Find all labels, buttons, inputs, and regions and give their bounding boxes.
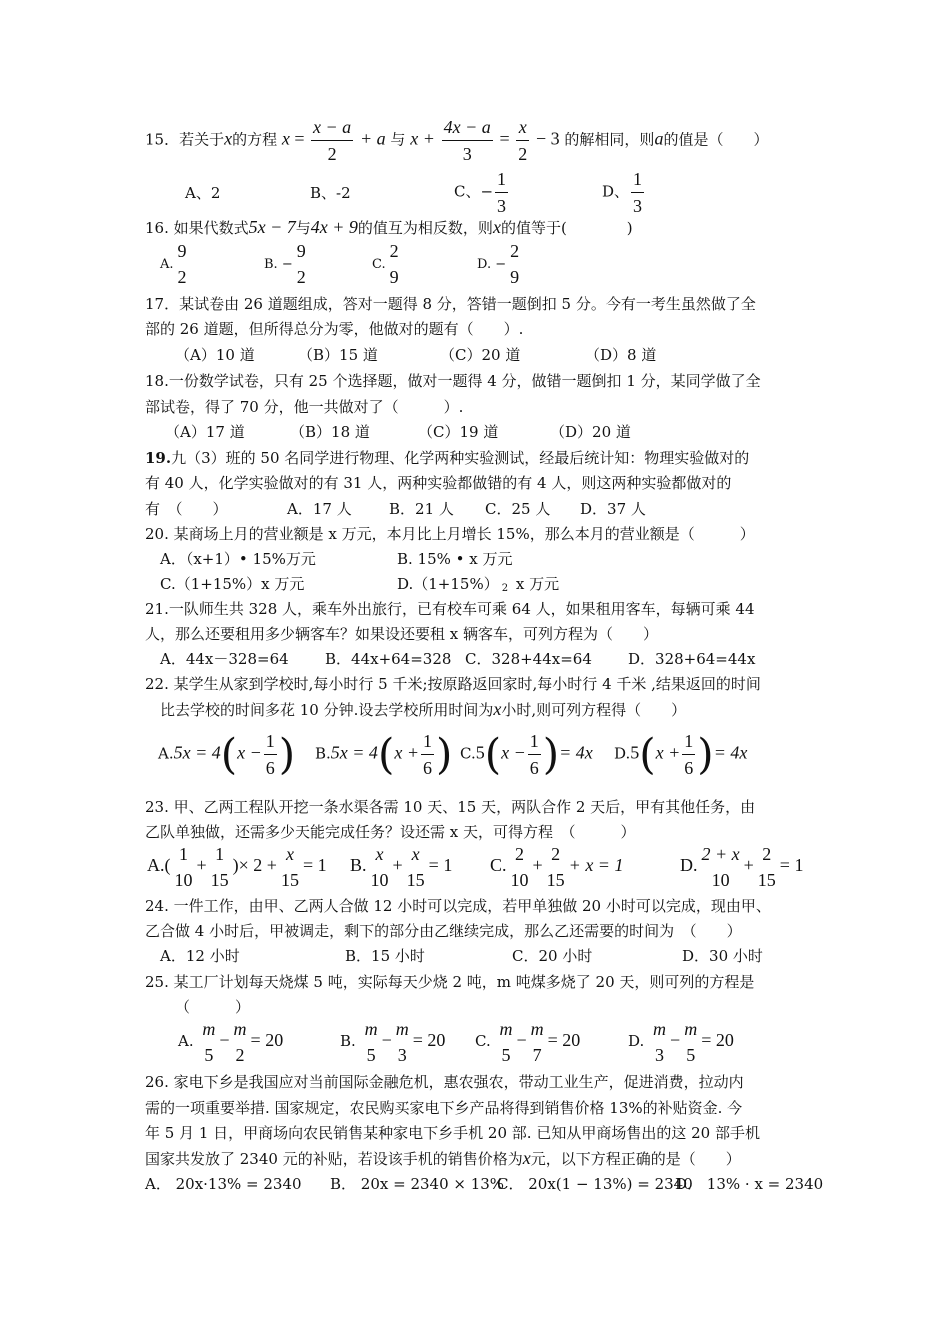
fraction [200, 1016, 217, 1068]
fraction [495, 166, 508, 219]
fraction-denominator: 10 [711, 870, 730, 890]
fraction [421, 728, 434, 781]
option-label: C. [475, 1032, 491, 1050]
math-expr: = 1 [779, 855, 804, 875]
question-22-line-1: 22. 某学生从家到学校时,每小时行 5 千米;按原路返回家时,每小时行 4 千米 ,结果返回的时间 [145, 675, 761, 693]
fraction-numerator: 1 [495, 166, 508, 193]
question-18-line-2: 部试卷，得了 70 分，他一共做对了（ ）. [145, 398, 464, 416]
option-label: B. [340, 1032, 356, 1050]
option-label: C. [460, 744, 476, 763]
fraction [508, 238, 521, 290]
fraction-numerator: m [499, 1019, 513, 1039]
q25-option-b [340, 1016, 445, 1068]
fraction-denominator: 6 [422, 758, 432, 778]
fraction [264, 728, 277, 781]
fraction-numerator: 1 [528, 728, 541, 755]
fraction [498, 1016, 515, 1068]
fraction [682, 728, 695, 781]
q21-option-a: A．44x－328=64 [160, 650, 289, 668]
option-label: A.( [147, 855, 171, 875]
fraction-numerator: x [411, 844, 420, 864]
q21-option-d: D．328+64=44x [628, 650, 756, 668]
fraction-numerator: m [395, 1019, 409, 1039]
question-25-line-2: （ ） [175, 998, 251, 1016]
option-label: B. − [264, 257, 293, 272]
fraction-denominator: 10 [174, 870, 193, 890]
question-text: 元，以下方程正确的是（ ） [530, 1150, 741, 1168]
question-text: 国家共发放了 2340 元的补贴，若设该手机的销售价格为 [145, 1150, 523, 1168]
math-op: + [743, 855, 754, 875]
option-text: x 万元 [511, 575, 560, 593]
math-expr: 5x = 4 [330, 742, 378, 763]
question-20: 20. 某商场上月的营业额是 x 万元，本月比上月增长 15%，那么本月的营业额是（ ） [145, 525, 755, 543]
fraction-numerator: 2 [551, 844, 561, 864]
fraction [509, 841, 531, 893]
fraction-numerator: m [202, 1019, 216, 1039]
option-label: D. [628, 1032, 645, 1050]
fraction-denominator: 3 [497, 196, 507, 216]
q17-option-b: （B）15 道 [298, 346, 378, 364]
question-17-line-1: 17．某试卷由 26 道题组成，答对一题得 8 分，答错一题倒扣 5 分。今有一考生虽然做了全 [145, 295, 756, 313]
q22-option-d [614, 728, 747, 781]
math-expr: = 20 [250, 1030, 284, 1050]
math-expr: 5 [630, 742, 640, 763]
fraction-numerator: m [653, 1019, 667, 1039]
math-expr: = 20 [547, 1030, 581, 1050]
q23-option-a [147, 841, 327, 893]
option-label: C. [372, 257, 386, 272]
option-text: D.（1+15%） [397, 575, 499, 593]
question-text: 的值等于( ) [500, 219, 633, 237]
question-19-line-3: 有 （ ） [145, 500, 228, 518]
fraction [173, 841, 195, 893]
fraction-denominator: 15 [406, 870, 425, 890]
fraction [651, 1016, 668, 1068]
q19-option-b: B．21 人 [389, 500, 454, 518]
question-25-line-1: 25. 某工厂计划每天烧煤 5 吨，实际每天少烧 2 吨，m 吨煤多烧了 20 天，则可列的方程是 [145, 973, 755, 991]
math-expr: = 4x [559, 742, 593, 763]
question-text: 小时,则可列方程得（ ） [501, 701, 687, 719]
math-expr: = 1 [302, 855, 327, 875]
option-label: B. [350, 855, 367, 875]
question-26-line-4 [145, 1147, 741, 1170]
fraction-denominator: 9 [510, 267, 520, 287]
option-label: A. [158, 744, 174, 763]
q15-option-b: B、-2 [310, 184, 351, 202]
right-paren: ) [697, 729, 714, 779]
fraction [442, 114, 493, 167]
fraction-numerator: 2 + x [701, 844, 740, 864]
right-paren: ) [278, 729, 296, 779]
q20-option-c: C.（1+15%）x 万元 [160, 575, 305, 593]
question-24-line-1: 24. 一件工作，由甲、乙两人合做 12 小时可以完成，若甲单独做 20 小时可以完成，现由甲、 [145, 897, 771, 915]
question-18-line-1: 18.一份数学试卷，只有 25 个选择题，做对一题得 4 分，做错一题倒扣 1 分，某同学做了全 [145, 372, 761, 390]
math-op: = [289, 128, 310, 149]
math-term: x + [410, 128, 435, 149]
q18-option-d: （D）20 道 [550, 423, 631, 441]
question-19-line-2: 有 40 人，化学实验做对的有 31 人，两种实验都做错的有 4 人，则这两种实验都做对的 [145, 474, 732, 492]
fraction-denominator: 3 [633, 196, 643, 216]
q26-option-b: B． 20x = 2340 × 13% [330, 1175, 505, 1193]
question-text: 16. 如果代数式 [145, 219, 249, 237]
fraction-denominator: 6 [684, 758, 694, 778]
fraction-denominator: 15 [280, 870, 299, 890]
q17-option-a: （A）10 道 [175, 346, 255, 364]
option-label: A. [160, 257, 174, 272]
math-expr: 5x − 7 [248, 217, 296, 237]
fraction-numerator: 1 [179, 844, 188, 864]
math-expr: 4x + 9 [310, 217, 358, 237]
q24-option-d: D．30 小时 [682, 947, 763, 965]
question-text: 的方程 [232, 130, 278, 149]
fraction-denominator: 3 [397, 1045, 407, 1065]
math-op: − [219, 1030, 230, 1050]
left-paren: ( [220, 729, 238, 779]
q23-option-c [490, 841, 623, 893]
q19-option-d: D．37 人 [580, 500, 646, 518]
superscript: 2 [501, 583, 509, 594]
q23-option-d [680, 841, 803, 893]
math-op: + [532, 855, 543, 875]
question-text: 15．若关于 [145, 130, 225, 149]
fraction-denominator: 6 [265, 758, 275, 778]
fraction-numerator: x − a [311, 114, 353, 141]
q16-option-b [264, 238, 310, 290]
q15-option-c [454, 166, 510, 219]
math-expr: 5 [475, 742, 485, 763]
q24-option-a: A．12 小时 [160, 947, 240, 965]
fraction [279, 841, 301, 893]
fraction-denominator: 9 [389, 267, 399, 287]
math-var: x [281, 128, 290, 149]
fraction-denominator: 5 [686, 1045, 696, 1065]
question-text: 的解相同，则 [564, 130, 655, 149]
math-term: − 3 [535, 128, 560, 149]
fraction [176, 238, 189, 290]
left-paren: ( [484, 729, 502, 779]
fraction [631, 166, 644, 219]
q17-option-c: （C）20 道 [440, 346, 521, 364]
right-paren: ) [542, 729, 560, 779]
fraction-numerator: m [684, 1019, 698, 1039]
math-expr: x − [501, 742, 526, 763]
fraction-denominator: 2 [327, 144, 337, 164]
fraction-numerator: m [530, 1019, 544, 1039]
option-label: C. [490, 855, 507, 875]
math-expr: = 1 [428, 855, 453, 875]
left-paren: ( [377, 729, 395, 779]
question-text: 与 [295, 219, 311, 237]
option-label: C、− [454, 182, 494, 201]
question-17-line-2: 部的 26 道题，但所得总分为零，他做对的题有（ ）. [145, 320, 524, 338]
question-26-line-1: 26. 家电下乡是我国应对当前国际金融危机，惠农强农，带动工业生产，促进消费，拉动内 [145, 1073, 744, 1091]
fraction-denominator: 2 [177, 267, 187, 287]
fraction [529, 1016, 546, 1068]
fraction-denominator: 2 [235, 1045, 245, 1065]
fraction-denominator: 10 [370, 870, 389, 890]
fraction-denominator: 7 [532, 1045, 542, 1065]
fraction-numerator: 2 [510, 241, 520, 261]
q18-option-c: （C）19 道 [418, 423, 499, 441]
fraction-numerator: x [516, 114, 529, 141]
fraction [756, 841, 778, 893]
q24-option-c: C．20 小时 [512, 947, 593, 965]
fraction-denominator: 10 [510, 870, 529, 890]
fraction-denominator: 5 [501, 1045, 511, 1065]
q25-option-d [628, 1016, 734, 1068]
fraction-numerator: 2 [389, 241, 399, 261]
fraction-numerator: m [364, 1019, 378, 1039]
question-24-line-2: 乙合做 4 小时后，甲被调走，剩下的部分由乙继续完成，那么乙还需要的时间为 （ ） [145, 922, 742, 940]
q16-option-d [477, 238, 523, 290]
q20-option-a: A．（x+1）• 15%万元 [160, 550, 316, 568]
math-op: = [499, 128, 515, 149]
q22-option-c [460, 728, 593, 781]
q26-option-c: C． 20x(1 − 13%) = 2340 [497, 1175, 693, 1193]
left-paren: ( [639, 729, 656, 779]
q20-option-b: B. 15% • x 万元 [397, 550, 513, 568]
q21-option-c: C．328+44x=64 [465, 650, 592, 668]
fraction [311, 114, 353, 167]
q22-option-b [315, 728, 452, 781]
question-16 [145, 216, 633, 239]
fraction [232, 1016, 249, 1068]
option-label: D. − [477, 257, 507, 272]
option-label: D. [680, 855, 698, 875]
fraction-numerator: 9 [177, 241, 187, 261]
q25-option-c [475, 1016, 580, 1068]
fraction [363, 1016, 380, 1068]
math-expr: = 20 [412, 1030, 446, 1050]
math-expr: x + [655, 742, 681, 763]
math-expr: = 4x [713, 742, 748, 763]
math-op: − [381, 1030, 392, 1050]
math-expr: + x = 1 [568, 855, 624, 875]
q20-option-d [397, 573, 559, 600]
math-expr: )× 2 + [232, 855, 277, 875]
q17-option-d: （D）8 道 [585, 346, 657, 364]
question-text: 的值是（ ） [663, 130, 769, 149]
q26-option-a: A． 20x·13% = 2340 [145, 1175, 302, 1193]
fraction-numerator: m [233, 1019, 247, 1039]
math-var: a [654, 128, 664, 149]
math-expr: 5x = 4 [173, 742, 221, 763]
fraction [209, 841, 231, 893]
question-23-line-2: 乙队单独做，还需多少天能完成任务？设还需 x 天，可得方程 （ ） [145, 823, 636, 841]
question-26-line-3: 年 5 月 1 日，甲商场向农民销售某种家电下乡手机 20 部. 已知从甲商场售出的这 20 部手机 [145, 1124, 760, 1142]
fraction-denominator: 2 [518, 144, 528, 164]
fraction-numerator: 1 [264, 728, 277, 755]
math-var: x [492, 217, 501, 237]
q24-option-b: B．15 小时 [345, 947, 425, 965]
question-text: 九（3）班的 50 名同学进行物理、化学两种实验测试，经最后统计知：物理实验做对的 [171, 449, 750, 467]
fraction [388, 238, 401, 290]
fraction-numerator: 1 [682, 728, 695, 755]
math-expr: x − [237, 742, 262, 763]
q15-option-a: A、2 [185, 184, 221, 202]
fraction-denominator: 3 [462, 144, 472, 164]
question-text: 比去学校的时间多花 10 分钟.设去学校所用时间为 [160, 701, 494, 719]
question-text: 与 [390, 130, 406, 149]
fraction-denominator: 15 [210, 870, 229, 890]
question-23-line-1: 23. 甲、乙两工程队开挖一条水渠各需 10 天、15 天，两队合作 2 天后，甲有其他任务，由 [145, 798, 756, 816]
question-21-line-2: 人，那么还要租用多少辆客车？如果设还要租 x 辆客车，可列方程为（ ） [145, 625, 658, 643]
question-19-line-1 [145, 447, 749, 469]
math-var: x [493, 699, 502, 719]
fraction-numerator: 1 [631, 166, 644, 193]
question-26-line-2: 需的一项重要举措. 国家规定，农民购买家电下乡产品将得到销售价格 13%的补贴资金. 今 [145, 1099, 743, 1117]
math-op: − [516, 1030, 527, 1050]
q19-option-a: A．17 人 [287, 500, 352, 518]
fraction-denominator: 6 [529, 758, 539, 778]
q22-option-a [158, 728, 295, 781]
fraction-numerator: 2 [515, 844, 525, 864]
math-expr: x + [394, 742, 419, 763]
fraction-numerator: 1 [215, 844, 225, 864]
option-label: D、 [602, 182, 630, 201]
fraction [295, 238, 308, 290]
fraction-denominator: 5 [204, 1045, 214, 1065]
q19-option-c: C．25 人 [485, 500, 551, 518]
fraction [545, 841, 567, 893]
q15-option-d [602, 166, 646, 219]
q16-option-a [160, 238, 191, 290]
math-expr: = 20 [701, 1030, 734, 1050]
math-term: + a [359, 128, 386, 149]
option-label: D. [614, 744, 631, 763]
fraction [405, 841, 427, 893]
fraction-denominator: 5 [366, 1045, 376, 1065]
q21-option-b: B．44x+64=328 [325, 650, 452, 668]
fraction [682, 1016, 699, 1068]
fraction [700, 841, 742, 893]
math-op: + [392, 855, 403, 875]
option-label: A. [178, 1032, 194, 1050]
question-22-line-2 [160, 698, 686, 721]
fraction-denominator: 3 [655, 1045, 665, 1065]
question-15 [145, 114, 768, 167]
question-number: 19. [145, 449, 172, 467]
q18-option-b: （B）18 道 [290, 423, 370, 441]
fraction [369, 841, 391, 893]
fraction-denominator: 15 [546, 870, 565, 890]
fraction [516, 114, 529, 167]
question-text: 的值互为相反数，则 [357, 219, 493, 237]
q23-option-b [350, 841, 452, 893]
q18-option-a: （A）17 道 [165, 423, 245, 441]
fraction-numerator: 1 [421, 728, 434, 755]
right-paren: ) [435, 729, 453, 779]
fraction-numerator: 9 [296, 241, 306, 261]
q25-option-a [178, 1016, 283, 1068]
fraction-numerator: 2 [762, 844, 772, 864]
fraction-denominator: 15 [757, 870, 776, 890]
option-label: B. [315, 744, 331, 763]
math-var: x [522, 1148, 531, 1168]
fraction-numerator: x [285, 844, 294, 864]
math-op: − [670, 1030, 681, 1050]
fraction-numerator: 4x − a [442, 114, 493, 141]
fraction-numerator: x [375, 844, 384, 864]
fraction [528, 728, 541, 781]
question-21-line-1: 21.一队师生共 328 人，乘车外出旅行，已有校车可乘 64 人，如果租用客车，每辆可乘 44 [145, 600, 755, 618]
q26-option-d: D． 13% · x = 2340 [675, 1175, 824, 1193]
math-var: x [224, 128, 233, 149]
math-op: + [196, 855, 207, 875]
q16-option-c [372, 238, 403, 290]
fraction [394, 1016, 411, 1068]
fraction-denominator: 2 [296, 267, 306, 287]
